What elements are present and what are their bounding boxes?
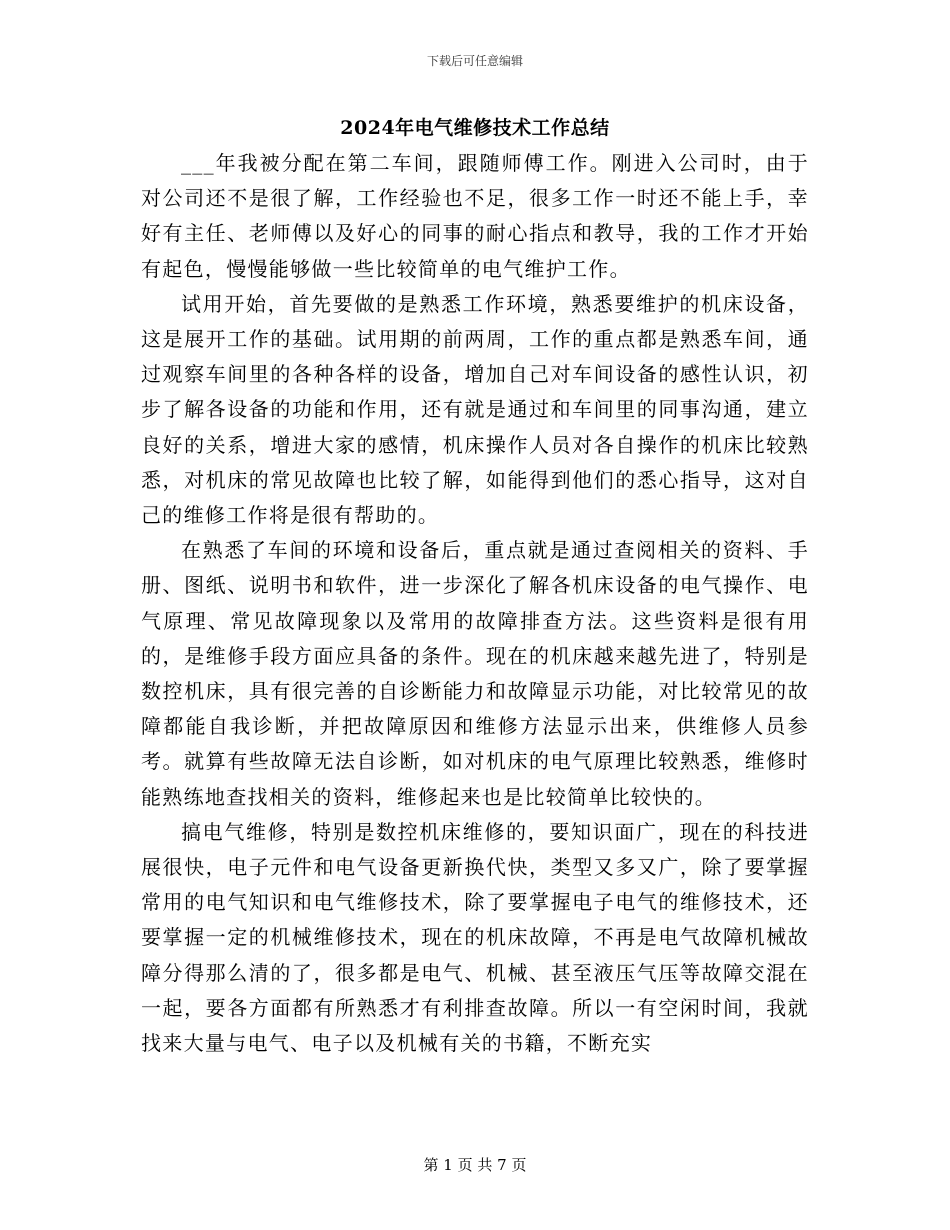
paragraph-2: 试用开始，首先要做的是熟悉工作环境，熟悉要维护的机床设备，这是展开工作的基础。试用期的前两周，工作的重点都是熟悉车间，通过观察车间里的各种各样的设备，增加自己对车间设备的感性认识，初步了解各设备的功能和作用，还有就是通过和车间里的同事沟通，建立良好的关系，增进大家的感情，机床操作人员对各自操作的机床比较熟悉，对机床的常见故障也比较了解，如能得到他们的悉心指导，这对自己的维修工作将是很有帮助的。: [141, 291, 809, 528]
paragraph-4: 搞电气维修，特别是数控机床维修的，要知识面广，现在的科技进展很快，电子元件和电气设备更新换代快，类型又多又广，除了要掌握常用的电气知识和电气维修技术，除了要掌握电子电气的维修技术，还要掌握一定的机械维修技术，现在的机床故障，不再是电气故障机械故障分得那么清的了，很多都是电气、机械、甚至液压气压等故障交混在一起，要各方面都有所熟悉才有利排查故障。所以一有空闲时间，我就找来大量与电气、电子以及机械有关的书籍，不断充实: [141, 819, 809, 1056]
paragraph-3: 在熟悉了车间的环境和设备后，重点就是通过查阅相关的资料、手册、图纸、说明书和软件，进一步深化了解各机床设备的电气操作、电气原理、常见故障现象以及常用的故障排查方法。这些资料是很有用的，是维修手段方面应具备的条件。现在的机床越来越先进了，特别是数控机床，具有很完善的自诊断能力和故障显示功能，对比较常见的故障都能自我诊断，并把故障原因和维修方法显示出来，供维修人员参考。就算有些故障无法自诊断，如对机床的电气原理比较熟悉，维修时能熟练地查找相关的资料，维修起来也是比较简单比较快的。: [141, 538, 809, 809]
header-note: 下载后可任意编辑: [426, 54, 523, 68]
paragraph-1: ___年我被分配在第二车间，跟随师傅工作。刚进入公司时，由于对公司还不是很了解，工作经验也不足，很多工作一时还不能上手，幸好有主任、老师傅以及好心的同事的耐心指点和教导，我的工作才开始有起色，慢慢能够做一些比较简单的电气维护工作。: [141, 151, 809, 281]
document-title: 2024年电气维修技术工作总结: [340, 117, 610, 139]
document-body: [141, 146, 809, 1061]
page-number: 第 1 页 共 7 页: [423, 1156, 527, 1174]
